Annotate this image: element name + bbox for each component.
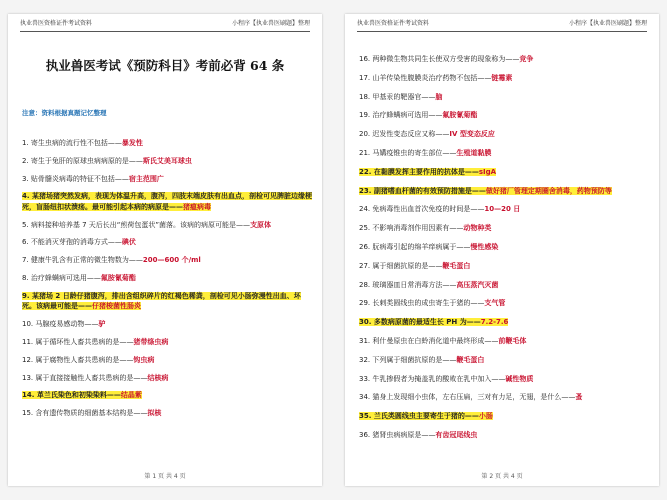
list-item bbox=[22, 373, 312, 384]
question-text: 33. 牛乳掺假者为掩盖乳的酸败在乳中加入—— bbox=[359, 374, 506, 383]
question-text: 20. 迟发性变态反应又称—— bbox=[359, 130, 450, 139]
answer-text: 200—600 个/ml bbox=[142, 256, 201, 265]
question-text: 16. 两种微生物共同生长使双方受害的现象称为—— bbox=[359, 55, 520, 63]
list-item bbox=[359, 411, 649, 422]
answer-text: 支原体 bbox=[250, 220, 272, 229]
question-text: 17. 山羊传染性腹膜炎治疗药物不包括—— bbox=[359, 73, 492, 82]
answer-text: 竞争 bbox=[519, 55, 534, 63]
answer-text: 前鞭毛体 bbox=[498, 336, 527, 345]
header-right-text: 小程序【执业兽医刷题】整理 bbox=[231, 20, 310, 27]
answer-text: 10—20 日 bbox=[484, 205, 521, 214]
list-item bbox=[359, 204, 649, 215]
question-text: 30. 多数病原菌的最适生长 PH 为—— bbox=[359, 318, 481, 327]
list-item bbox=[22, 237, 312, 248]
list-item bbox=[22, 355, 312, 366]
question-text: 22. 在黏膜发挥主要作用的抗体是—— bbox=[359, 167, 479, 176]
question-text: 27. 属于细菌抗原的是—— bbox=[359, 261, 443, 270]
list-item bbox=[22, 191, 312, 212]
answer-text: 鞭毛蛋白 bbox=[456, 355, 485, 364]
question-text: 28. 玻璃器皿日常消毒方法—— bbox=[359, 280, 457, 289]
list-item bbox=[22, 156, 312, 167]
list-item bbox=[22, 174, 312, 185]
question-text: 11. 属于循环性人畜共患病的是—— bbox=[22, 337, 134, 346]
list-item bbox=[359, 54, 649, 65]
answer-text: 高压蒸汽灭菌 bbox=[456, 280, 499, 289]
question-text: 10. 马腺疫易感动物—— bbox=[22, 320, 99, 329]
question-text: 9. 某猪场 2 日龄仔猪腹泻，排出含组织碎片的红褐色稀粪，剖检可见小肠弥漫性出血、坏死。该病最可能是—— bbox=[22, 291, 301, 311]
list-item bbox=[359, 110, 649, 121]
answer-text: 7.2-7.6 bbox=[480, 318, 509, 327]
list-item bbox=[359, 186, 649, 197]
answer-text: sIgA bbox=[478, 167, 497, 176]
question-text: 19. 治疗蜂螨病可选用—— bbox=[359, 111, 443, 120]
page-footer: 第 2 页 共 4 页 bbox=[481, 473, 523, 480]
header-left-text: 执业兽医资格证件考试资料 bbox=[357, 20, 430, 27]
answer-text: 斯氏艾美耳球虫 bbox=[142, 156, 192, 165]
answer-text: 结核病 bbox=[147, 373, 169, 382]
list-item bbox=[359, 73, 649, 84]
question-text: 8. 治疗蜂螨病可选用—— bbox=[22, 274, 101, 283]
answer-text: 脑 bbox=[435, 92, 443, 101]
answer-text: 拟核 bbox=[147, 409, 162, 418]
question-text: 6. 不能消灭芽孢的消毒方式—— bbox=[22, 238, 122, 247]
list-item bbox=[359, 336, 649, 347]
list-item bbox=[359, 242, 649, 253]
answer-text: 氟胺氰菊酯 bbox=[442, 111, 478, 120]
list-item bbox=[22, 291, 312, 312]
answer-text: 支气管 bbox=[484, 299, 506, 308]
list-item bbox=[359, 129, 649, 140]
list-item bbox=[359, 298, 649, 309]
answer-text: 有齿冠尾线虫 bbox=[435, 430, 478, 439]
question-text: 34. 猫身上发现细小虫体，左右压扁，三对有力足，无翅，是什么—— bbox=[359, 393, 576, 402]
header-right-text: 小程序【执业兽医刷题】整理 bbox=[568, 20, 647, 27]
list-item bbox=[359, 223, 649, 234]
question-text: 23. 副猪嗜血杆菌的有效预防措施是—— bbox=[359, 186, 486, 195]
question-text: 21. 马媾疫锥虫的寄生部位—— bbox=[359, 148, 457, 157]
question-text: 25. 不影响消毒剂作用因素有—— bbox=[359, 224, 464, 233]
list-item bbox=[22, 255, 312, 266]
list-item bbox=[22, 319, 312, 330]
answer-text: 仔猪梭菌性肠炎 bbox=[92, 302, 141, 311]
answer-text: 链霉素 bbox=[491, 73, 513, 82]
answer-text: 小肠 bbox=[478, 412, 493, 421]
page-2 bbox=[345, 14, 659, 486]
answer-text: 钩虫病 bbox=[133, 355, 155, 364]
answer-text: 猪带绦虫病 bbox=[133, 337, 169, 346]
page-header bbox=[357, 18, 647, 32]
question-text: 36. 猪肾虫病病原是—— bbox=[359, 430, 436, 439]
answer-text: 碘伏 bbox=[121, 238, 136, 247]
answer-text: 暴发性 bbox=[121, 139, 143, 147]
question-text: 14. 革兰氏染色和初染染料—— bbox=[22, 391, 121, 400]
answer-text: 驴 bbox=[98, 320, 106, 329]
list-item bbox=[359, 167, 649, 178]
question-text: 29. 长刺类圆线虫的成虫寄生于猪的—— bbox=[359, 299, 485, 308]
answer-text: 动物种类 bbox=[463, 224, 492, 233]
list-item bbox=[22, 220, 312, 231]
question-text: 4. 某猪场猪突然发病，表现为体温升高，腹泻，四肢末端皮肤有出血点，剖检可见脾脏边缘梗死，盲肠纽扣状溃疡。最可能引起本病的病原是—— bbox=[22, 192, 312, 211]
note-text: 注意：资料根据真题记忆整理 bbox=[22, 109, 107, 117]
question-text: 18. 甲基汞的靶器官—— bbox=[359, 92, 436, 101]
list-item bbox=[359, 392, 649, 403]
answer-text: 宿主范围广 bbox=[128, 174, 164, 183]
list-item bbox=[22, 138, 312, 149]
question-text: 2. 寄生于兔肝的原球虫病病原的是—— bbox=[22, 156, 143, 165]
question-text: 3. 贴骨髓炎病毒的特征不包括—— bbox=[22, 174, 129, 183]
list-item bbox=[22, 273, 312, 284]
page-footer: 第 1 页 共 4 页 bbox=[144, 473, 186, 480]
list-item bbox=[359, 148, 649, 159]
question-list bbox=[359, 54, 649, 449]
list-item bbox=[359, 374, 649, 385]
page-title: 执业兽医考试《预防科目》考前必背 64 条 bbox=[45, 58, 285, 73]
page-header bbox=[20, 18, 310, 32]
question-text: 15. 含有遗传物质的细菌基本结构是—— bbox=[22, 409, 148, 418]
answer-text: 碱性物质 bbox=[505, 374, 534, 383]
page-1 bbox=[8, 14, 322, 486]
list-item bbox=[359, 430, 649, 441]
answer-text: 做好猪厂管理定期圈舍消毒，药物预防等 bbox=[485, 186, 612, 195]
list-item bbox=[359, 92, 649, 103]
list-item bbox=[359, 355, 649, 366]
list-item bbox=[22, 337, 312, 348]
list-item bbox=[22, 390, 312, 401]
question-list bbox=[22, 138, 312, 426]
answer-text: 蚤 bbox=[575, 393, 583, 402]
list-item bbox=[359, 261, 649, 272]
question-text: 35. 兰氏类圆线虫主要寄生于猪的—— bbox=[359, 412, 479, 421]
list-item bbox=[22, 408, 312, 419]
answer-text: 结晶紫 bbox=[120, 391, 142, 400]
question-text: 1. 寄生虫病的流行性不包括—— bbox=[22, 139, 122, 147]
question-text: 5. 病料接种培养基 7 天后长出“煎荷包蛋状”菌落。该病的病原可能是—— bbox=[22, 220, 251, 229]
list-item bbox=[359, 280, 649, 291]
question-text: 13. 属于直接接触性人畜共患病的是—— bbox=[22, 373, 148, 382]
question-text: 24. 免病毒性出血首次免疫的时间是—— bbox=[359, 205, 485, 214]
header-left-text: 执业兽医资格证件考试资料 bbox=[20, 20, 93, 27]
answer-text: 鞭毛蛋白 bbox=[442, 261, 471, 270]
list-item bbox=[359, 317, 649, 328]
answer-text: 慢性感染 bbox=[470, 242, 499, 251]
question-text: 32. 下列属于细菌抗原的是—— bbox=[359, 355, 457, 364]
answer-text: 猪瘟病毒 bbox=[183, 202, 211, 211]
question-text: 7. 健康牛乳含有正常的微生物数为—— bbox=[22, 256, 143, 265]
question-text: 26. 朊病毒引起的绵羊痒病属于—— bbox=[359, 242, 471, 251]
answer-text: 氟胺氰菊酯 bbox=[100, 274, 136, 283]
answer-text: 生殖道黏膜 bbox=[456, 148, 492, 157]
question-text: 12. 属于腐物性人畜共患病的是—— bbox=[22, 355, 134, 364]
question-text: 31. 利什曼原虫在白蛉消化道中最终形成—— bbox=[359, 336, 499, 345]
answer-text: IV 型变态反应 bbox=[449, 130, 495, 139]
